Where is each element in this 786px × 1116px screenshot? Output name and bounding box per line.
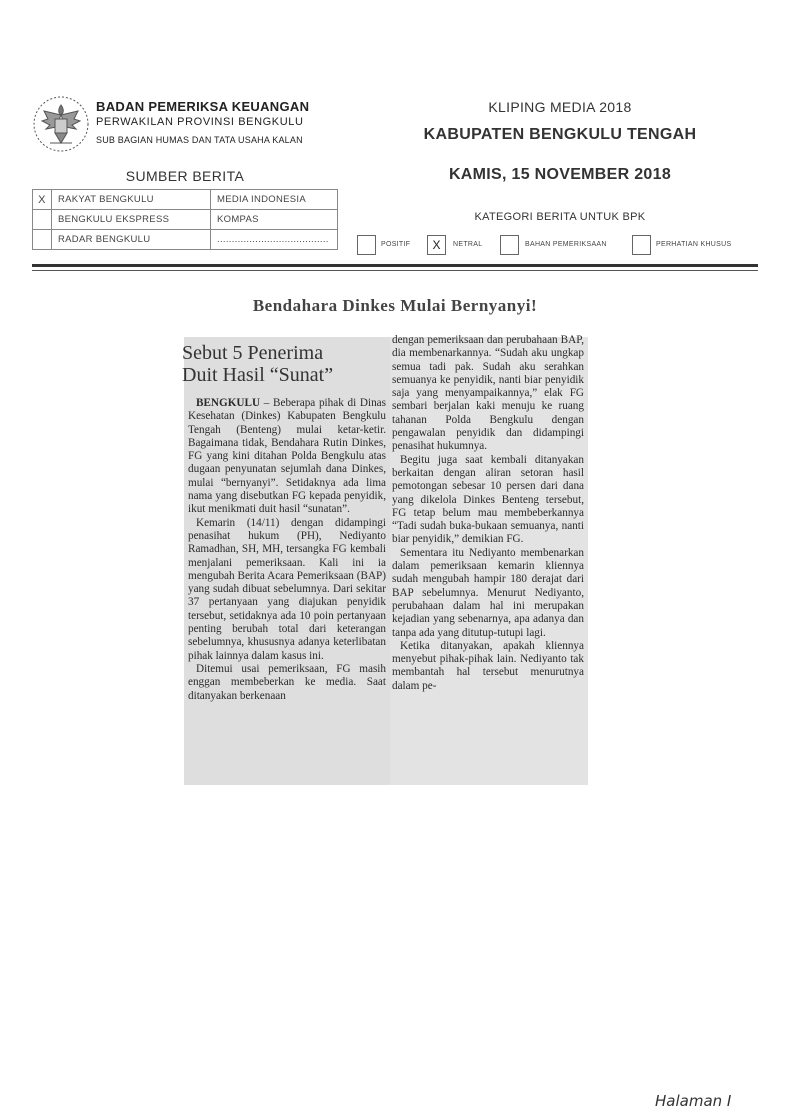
paragraph: Sementara itu Nediyanto membenarkan dalam pemeriksaan kemarin kliennya sudah mengubah hampir 180 derajat dari BAP sebelumnya. Menurut Nediyanto, perubahaan dalam hal ini merupakan kejadian yang sebenarnya, apa adanya dan tanpa ada yang ditutup-tutupi lagi. <box>392 546 584 639</box>
source-name: ...................................... <box>211 230 338 250</box>
paragraph: Ditemui usai pemeriksaan, FG masih enggan membeberkan ke media. Saat ditanyakan berkenaan <box>188 662 386 702</box>
subhead-line: Sebut 5 Penerima <box>182 342 324 364</box>
paragraph: dengan pemeriksaan dan perubahaan BAP, dia membenarkannya. “Sudah aku ungkap semua tadi pak. Sudah aku serahkan semuanya ke penyidik, nanti biar penyidik saja yang menyampaikannya,” elak FG sembari berjalan kaki menuju ke ruang tahanan Polda Bengkulu dengan pengawalan penyidik dan didampingi penasihat hukumnya. <box>392 334 584 453</box>
table-row <box>33 190 338 210</box>
header-divider-thin <box>32 270 758 271</box>
perhatian-khusus-checkbox <box>632 235 651 255</box>
kabupaten-title: KABUPATEN BENGKULU TENGAH <box>423 126 697 143</box>
subhead-line: Duit Hasil “Sunat” <box>182 364 334 386</box>
dateline: BENGKULU <box>196 397 261 409</box>
header-divider <box>32 264 758 267</box>
positif-label: POSITIF <box>381 241 411 248</box>
paragraph: Begitu juga saat kembali ditanyakan berkaitan dengan aliran setoran hasil pemotongan sebesar 10 persen dari dana yang dikelola Dinkes Benteng tersebut, FG tetap belum mau membeberkannya “Tadi sudah buka-bukaan semuanya, nanti biar penyidik,” demikian FG. <box>392 453 584 546</box>
article-subheadline <box>182 342 333 386</box>
garuda-emblem-logo <box>32 95 90 153</box>
bahan-pemeriksaan-label: BAHAN PEMERIKSAAN <box>525 241 607 248</box>
org-subdivision: SUB BAGIAN HUMAS DAN TATA USAHA KALAN <box>96 135 303 145</box>
paragraph: Kemarin (14/11) dengan didampingi penasihat hukum (PH), Nediyanto Ramadhan, SH, MH, tersangka FG kembali menjalani pemeriksaan. Kali ini ia mengubah Berita Acara Pemeriksaan (BAP) yang sudah dibuat sebelumnya. Dari sekitar 37 pertanyaan yang diajukan penyidik tersebut, setidaknya ada 10 poin pertanyaan penting berubah total dari keterangan sebelumnya, khususnya adanya keterlibatan pihak lainnya dalam kasus ini. <box>188 516 386 662</box>
netral-label: NETRAL <box>453 241 483 248</box>
bahan-pemeriksaan-checkbox <box>500 235 519 255</box>
source-name: RAKYAT BENGKULU <box>52 190 211 210</box>
source-name: MEDIA INDONESIA <box>211 190 338 210</box>
paragraph <box>188 397 386 517</box>
clipping-date: KAMIS, 15 NOVEMBER 2018 <box>448 166 672 183</box>
table-row <box>33 210 338 230</box>
perhatian-khusus-label: PERHATIAN KHUSUS <box>656 241 732 248</box>
source-mark: X <box>33 190 52 210</box>
sumber-berita-table <box>32 189 338 250</box>
article-column-right <box>392 334 584 693</box>
netral-checkbox: X <box>427 235 446 255</box>
article-headline: Bendahara Dinkes Mulai Bernyanyi! <box>252 296 538 315</box>
org-branch: PERWAKILAN PROVINSI BENGKULU <box>96 116 304 128</box>
source-name: RADAR BENGKULU <box>52 230 211 250</box>
source-mark <box>33 230 52 250</box>
kategori-title: KATEGORI BERITA UNTUK BPK <box>474 211 646 223</box>
page-number-handwritten: Halaman I <box>655 1092 732 1110</box>
paragraph-text: – Beberapa pihak di Dinas Kesehatan (Dinkes) Kabupaten Bengkulu Tengah (Benteng) mulai ketar-ketir. Bagaimana tidak, Bendahara Rutin Dinkes, FG yang kini ditahan Polda Bengkulu atas dugaan penyunatan sejumlah dana Dinkes, mulai “bernyanyi”. Setidaknya ada lima nama yang disebutkan FG kepada penyidik, ikut menikmati duit hasil “sunatan”. <box>188 397 386 516</box>
kliping-title: KLIPING MEDIA 2018 <box>488 99 632 115</box>
org-name: BADAN PEMERIKSA KEUANGAN <box>96 99 310 114</box>
article-column-left <box>188 397 386 703</box>
source-name: BENGKULU EKSPRESS <box>52 210 211 230</box>
sumber-berita-title: SUMBER BERITA <box>125 168 245 184</box>
source-name: KOMPAS <box>211 210 338 230</box>
positif-checkbox <box>357 235 376 255</box>
source-mark <box>33 210 52 230</box>
paragraph: Ketika ditanyakan, apakah kliennya menyebut pihak-pihak lain. Nediyanto tak membantah hal tersebut menurutnya dalam pe- <box>392 639 584 692</box>
table-row <box>33 230 338 250</box>
